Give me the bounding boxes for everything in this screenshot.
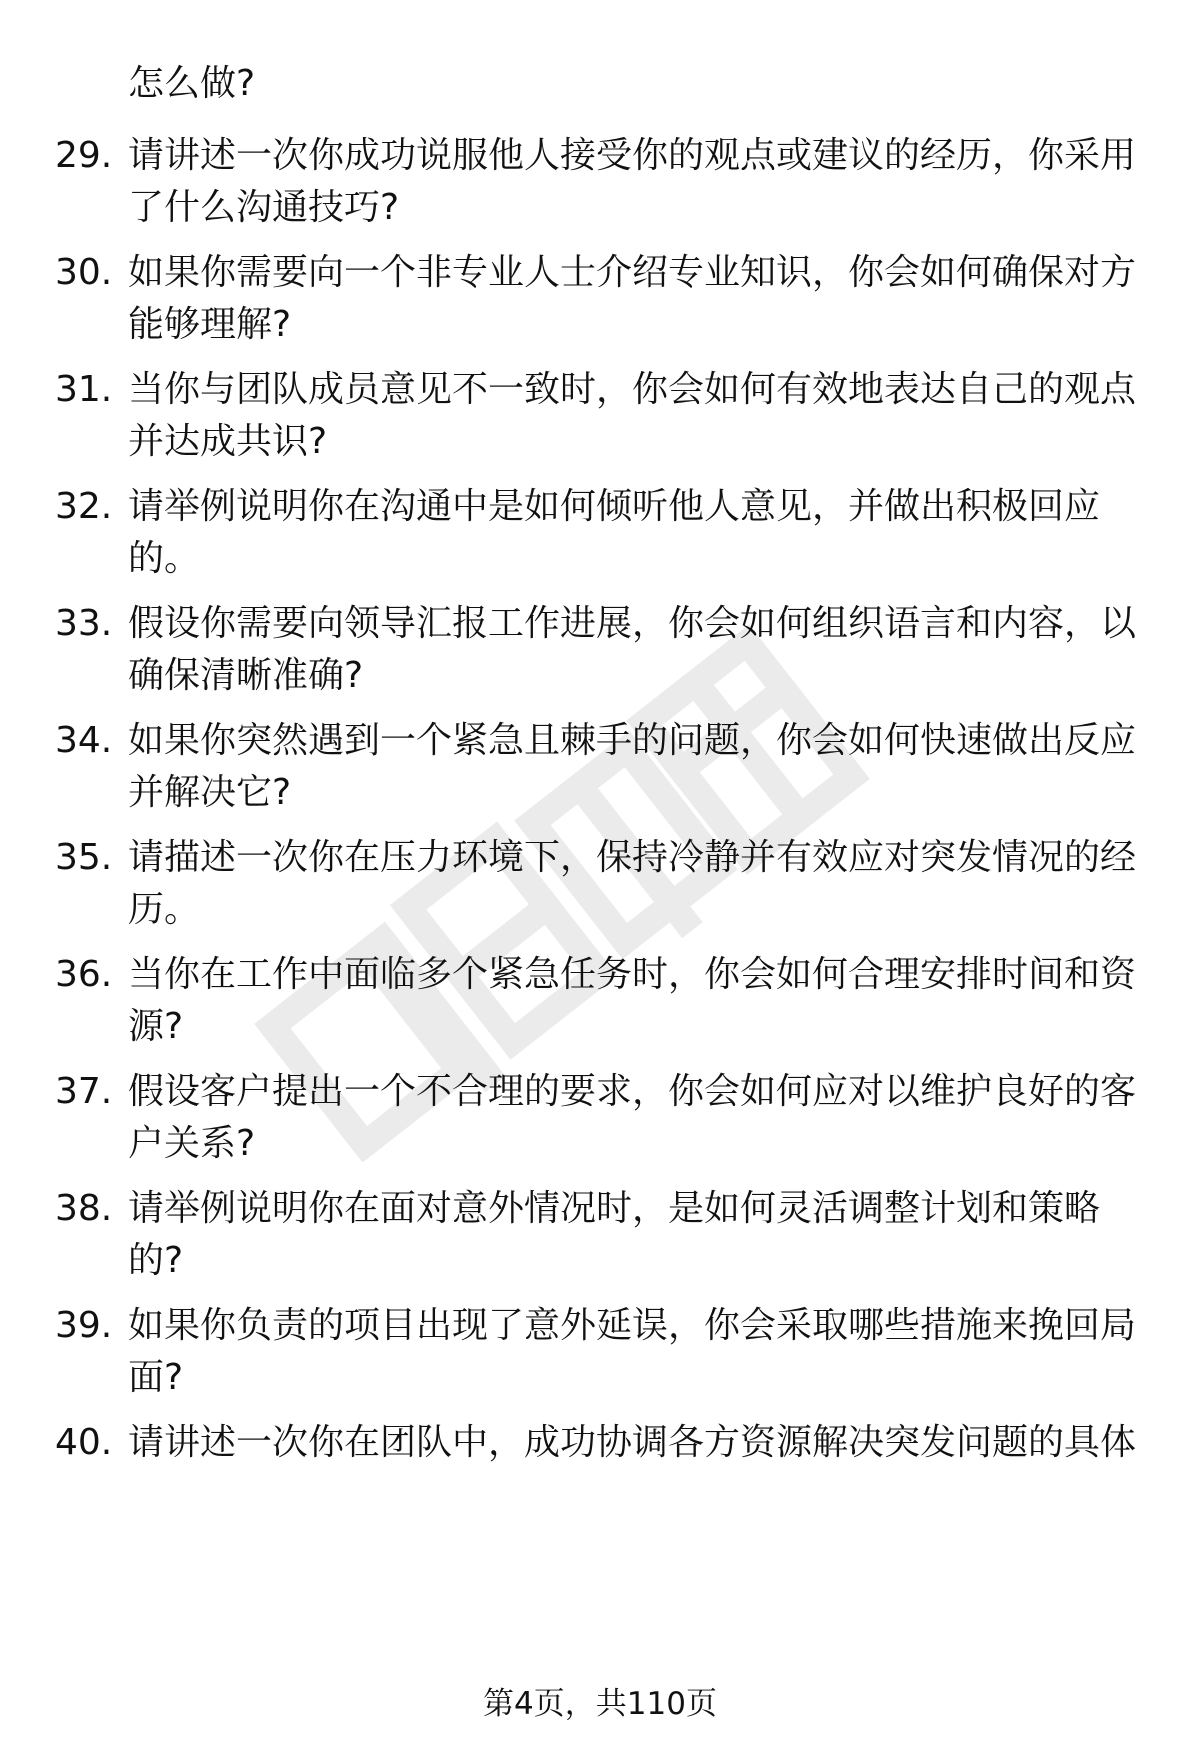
- question-text-line: 如果你突然遇到一个紧急且棘手的问题，你会如何快速做出反应: [128, 720, 1137, 761]
- question-text: [128, 1066, 1148, 1170]
- question-text-line: 如果你需要向一个非专业人士介绍专业知识，你会如何确保对方: [128, 252, 1137, 293]
- question-text: [128, 1183, 1148, 1287]
- question-text-line: 请举例说明你在沟通中是如何倾听他人意见，并做出积极回应: [128, 486, 1101, 527]
- question-number: 35.: [55, 837, 113, 878]
- question-number: 32.: [55, 486, 113, 527]
- question-number: 37.: [55, 1071, 113, 1112]
- question-text: [128, 247, 1148, 351]
- question-text: [128, 364, 1148, 468]
- question-text: [128, 949, 1148, 1053]
- question-text: [128, 598, 1148, 702]
- question-text: [128, 481, 1148, 585]
- question-text-line: 如果你负责的项目出现了意外延误，你会采取哪些措施来挽回局: [128, 1305, 1137, 1346]
- question-number: 38.: [55, 1188, 113, 1229]
- question-text-line: 请讲述一次你在团队中，成功协调各方资源解决突发问题的具体: [128, 1422, 1137, 1463]
- continued-question-text: 怎么做?: [128, 63, 256, 104]
- question-text-line: 确保清晰准确?: [128, 655, 364, 696]
- question-text-line: 户关系?: [128, 1123, 256, 1164]
- question-number: 39.: [55, 1305, 113, 1346]
- question-number: 36.: [55, 954, 113, 995]
- question-text-line: 能够理解?: [128, 304, 292, 345]
- question-text-line: 历。: [128, 889, 201, 930]
- question-number: 34.: [55, 720, 113, 761]
- question-text-line: 面?: [128, 1357, 184, 1398]
- question-text-line: 当你在工作中面临多个紧急任务时，你会如何合理安排时间和资: [128, 954, 1137, 995]
- question-number: 30.: [55, 252, 113, 293]
- question-text: [128, 130, 1148, 234]
- question-text-line: 源?: [128, 1006, 184, 1047]
- question-text-line: 请举例说明你在面对意外情况时，是如何灵活调整计划和策略: [128, 1188, 1101, 1229]
- question-text-line: 的。: [128, 538, 201, 579]
- question-number: 40.: [55, 1422, 113, 1463]
- question-text: [128, 832, 1148, 936]
- page-number-footer: 第4页，共110页: [483, 1686, 717, 1722]
- question-text-line: 了什么沟通技巧?: [128, 187, 400, 228]
- question-text-line: 请讲述一次你成功说服他人接受你的观点或建议的经历，你采用: [128, 135, 1137, 176]
- question-text-line: 请描述一次你在压力环境下，保持冷静并有效应对突发情况的经: [128, 837, 1137, 878]
- question-text: [128, 1417, 1148, 1469]
- question-text: [128, 715, 1148, 819]
- question-text-line: 假设客户提出一个不合理的要求，你会如何应对以维护良好的客: [128, 1071, 1137, 1112]
- question-text-line: 假设你需要向领导汇报工作进展，你会如何组织语言和内容，以: [128, 603, 1137, 644]
- question-number: 29.: [55, 135, 113, 176]
- question-number: 33.: [55, 603, 113, 644]
- question-text-line: 并解决它?: [128, 772, 292, 813]
- question-number: 31.: [55, 369, 113, 410]
- question-text: [128, 1300, 1148, 1404]
- question-text-line: 并达成共识?: [128, 421, 328, 462]
- question-text-line: 的?: [128, 1240, 184, 1281]
- question-text-line: 当你与团队成员意见不一致时，你会如何有效地表达自己的观点: [128, 369, 1137, 410]
